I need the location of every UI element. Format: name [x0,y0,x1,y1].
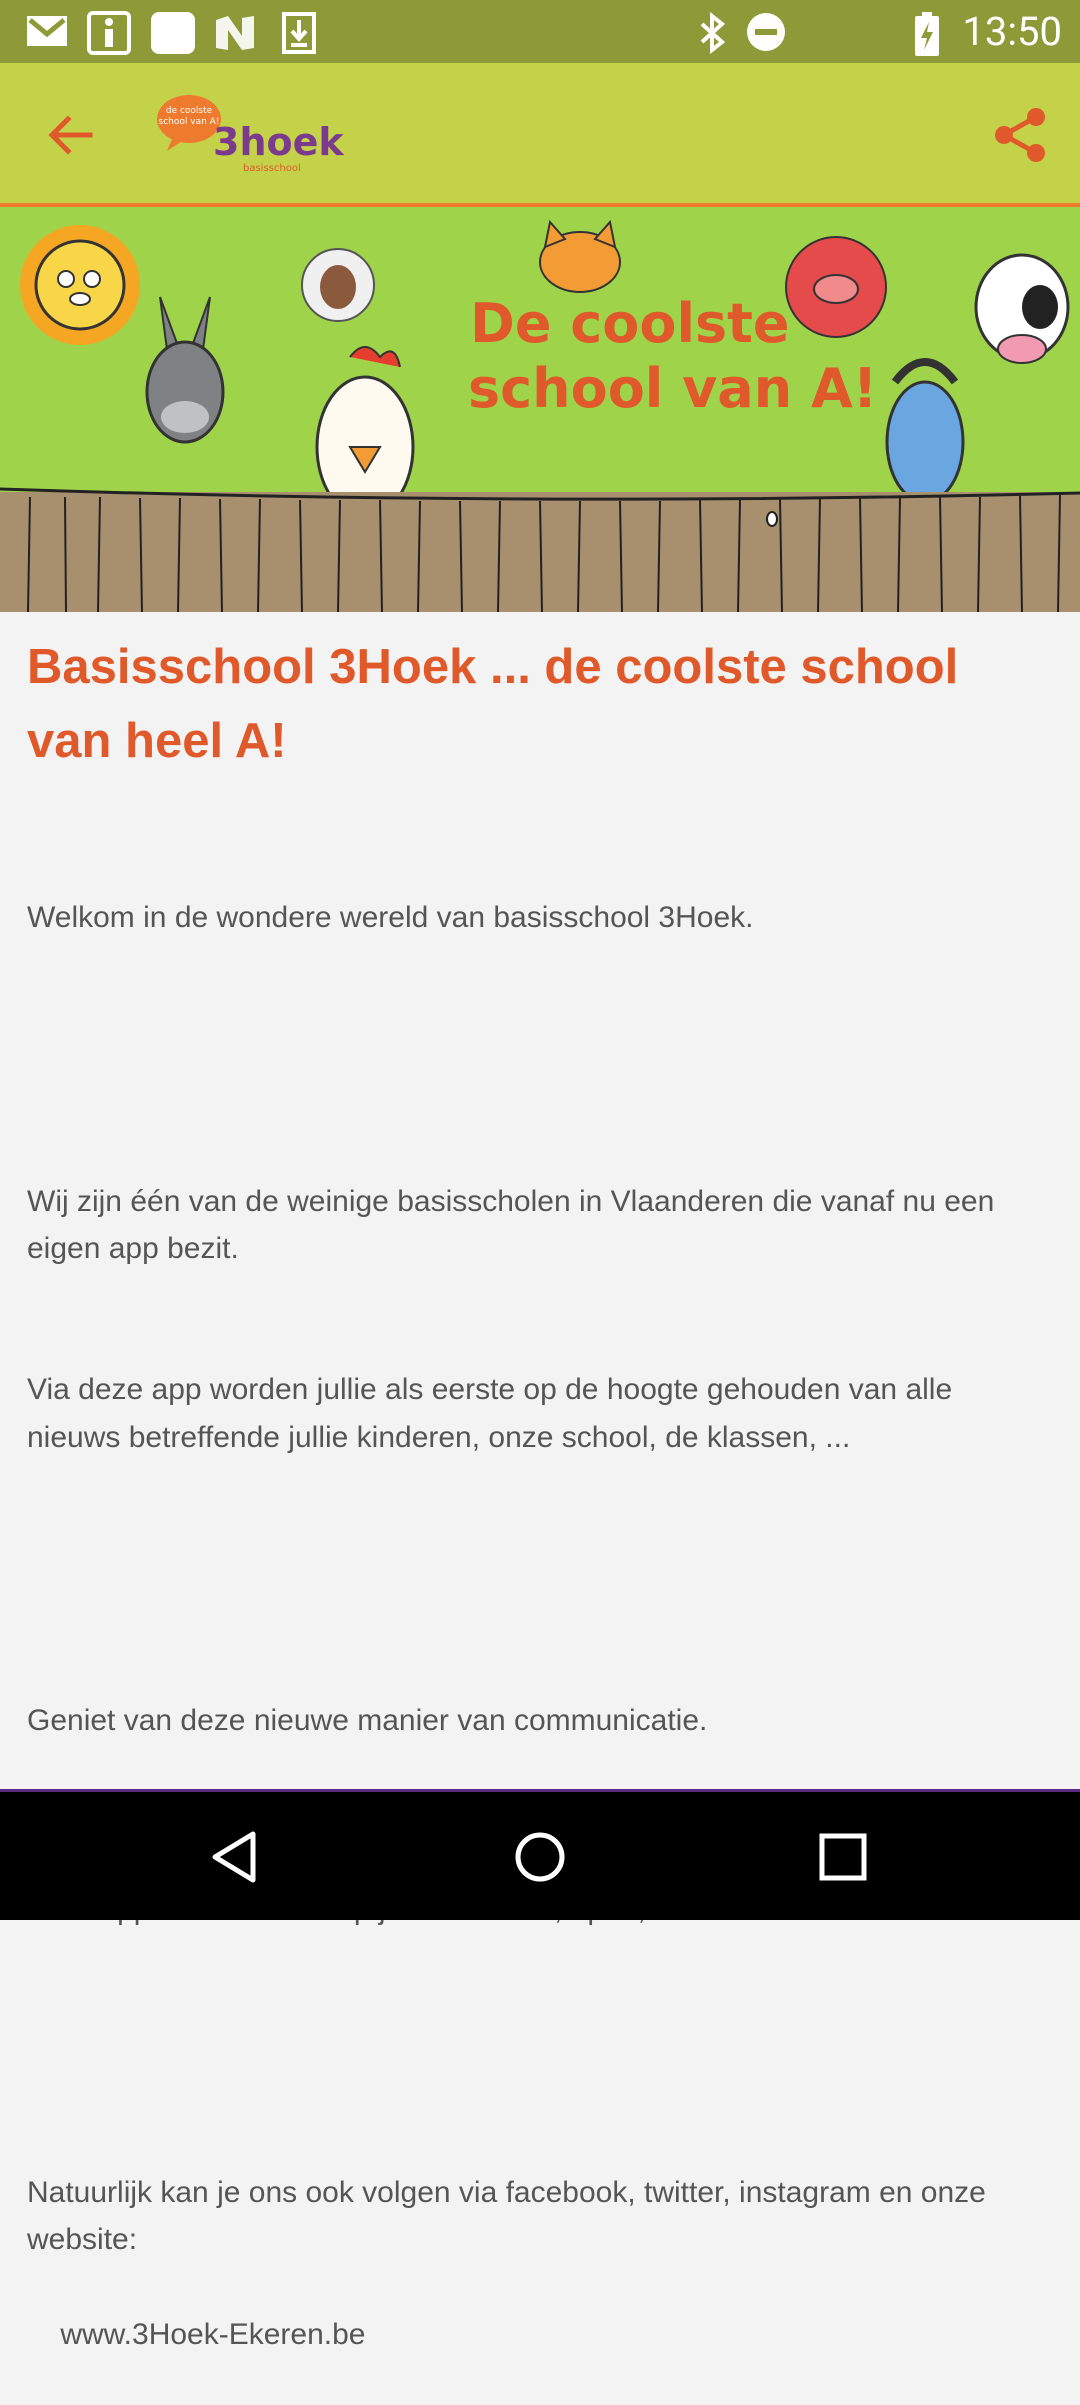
paragraph: Natuurlijk kan je ons ook volgen via facebook, twitter, instagram en onze website: [27,2175,995,2257]
share-icon[interactable] [988,103,1052,167]
app-icon [150,12,196,54]
article-body [27,800,1053,2405]
banner-image [0,207,1080,612]
do-not-disturb-icon [746,12,786,52]
sheep-character [302,249,374,321]
back-nav-icon[interactable] [201,1822,271,1892]
paragraph: Via deze app worden jullie als eerste op de hoogte gehouden van alle nieuws betreffende jullie kinderen, onze school, de klassen, ... [27,1373,961,1454]
website-link[interactable]: www.3Hoek-Ekeren.be [60,2317,366,2351]
sun-character [20,225,140,345]
dog-character [887,362,963,502]
back-arrow-icon[interactable] [38,103,102,167]
paragraph-spacer [27,2027,1053,2074]
paragraph-spacer [27,1036,1053,1083]
svg-text:school van A!: school van A! [158,117,220,127]
article [27,630,1053,2405]
paragraph: Welkom in de wondere wereld van basisschool 3Hoek. [27,901,754,935]
cat-character [540,222,620,292]
paragraph: Geniet van deze nieuwe manier van communicatie. [27,1703,708,1737]
n-icon [214,12,256,54]
status-bar [0,0,1080,63]
article-title: Basisschool 3Hoek ... de coolste school van heel A! [27,640,959,768]
info-icon [88,12,130,54]
download-icon [282,12,316,54]
battery-icon [914,12,940,56]
gmail-icon [26,12,68,50]
svg-text:de coolste: de coolste [165,106,213,116]
recents-nav-icon[interactable] [808,1822,878,1892]
banner-headline-line1: De coolste [470,292,790,355]
paragraph: Wij zijn één van de weinige basisscholen in Vlaanderen die vanaf nu een eigen app bezit. [27,1184,1003,1265]
paragraph-spacer [27,1555,1053,1602]
svg-text:3hoek: 3hoek [213,120,344,164]
bluetooth-icon [698,12,728,54]
banner-headline-line2: school van A! [468,357,878,420]
navigation-bar [0,1792,1080,1920]
pig-character [786,237,886,337]
app-bar [0,63,1080,207]
school-logo [155,93,344,183]
home-nav-icon[interactable] [505,1822,575,1892]
clock-time: 13:50 [962,8,1062,55]
fence [0,489,1080,612]
svg-text:basisschool: basisschool [243,163,301,174]
